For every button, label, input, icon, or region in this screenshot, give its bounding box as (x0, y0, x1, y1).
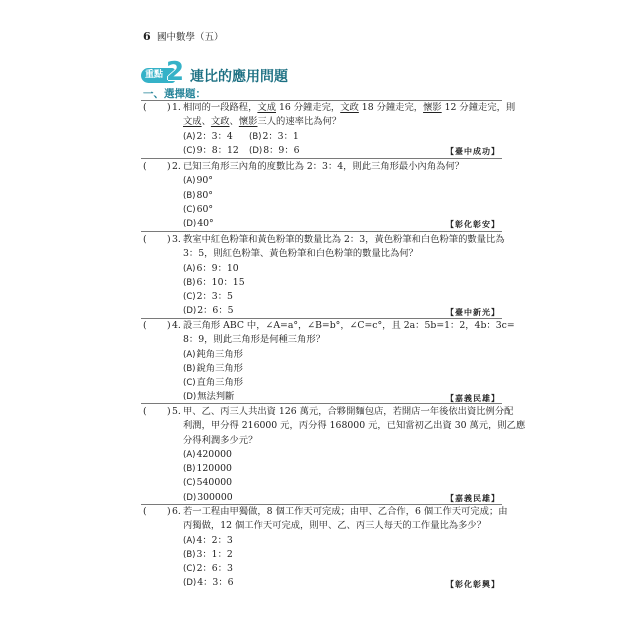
question-text-line: 設三角形 ABC 中，∠A=a°，∠B=b°，∠C=c°，且 2a：5b=1：2，4b：3c= (183, 320, 515, 331)
option-value: 60° (196, 203, 214, 215)
part-title: 一、選擇題： (143, 88, 206, 100)
person-name: 文政 (210, 116, 230, 128)
question-text: 18 分鐘走完， (358, 102, 424, 113)
answer-paren-close: ) (167, 234, 171, 245)
option-value: 9：8：12 (196, 144, 239, 156)
option-c (183, 476, 501, 490)
option-b (249, 130, 299, 144)
answer-paren-open: ( (143, 234, 147, 245)
section-number: 2 (166, 57, 185, 87)
option-value: 90° (196, 175, 213, 187)
option-label: (B) (183, 549, 196, 560)
answer-paren-close: ) (167, 406, 171, 417)
option-label: (D) (183, 306, 197, 317)
option-c (183, 562, 501, 576)
option-c (183, 203, 501, 217)
question-text-line (183, 101, 516, 115)
question-number: 5. (172, 406, 181, 417)
option-value: 4：3：6 (197, 577, 234, 589)
question-text-line: 利潤，甲分得 216000 元，丙分得 168000 元，已知當初乙出資 30 萬元，則乙應 (183, 420, 526, 432)
option-label: (C) (183, 378, 196, 389)
question-text-line: 甲、乙、丙三人共出資 126 萬元，合夥開麵包店，若開店一年後依出資比例分配 (183, 406, 514, 417)
question-text-line (183, 115, 501, 129)
option-label: (C) (183, 564, 196, 575)
question-text-line: 8：9，則此三角形是何種三角形？ (183, 334, 325, 346)
option-label: (B) (183, 190, 196, 201)
answer-paren-open: ( (143, 102, 147, 113)
question-text: 相同的一段路程， (183, 102, 258, 113)
answer-paren-open: ( (143, 320, 147, 331)
person-name: 文政 (340, 102, 359, 113)
question-source: 【臺中新光】 (446, 306, 500, 317)
option-c (183, 290, 501, 304)
option-label: (C) (183, 145, 196, 156)
option-label: (A) (183, 449, 196, 460)
question-text: 、 (201, 116, 211, 128)
option-value: 6：9：10 (196, 262, 239, 274)
option-b (183, 548, 501, 562)
option-value: 銳角三角形 (196, 362, 243, 374)
option-label: (C) (183, 478, 196, 489)
option-d (249, 144, 300, 158)
question-number: 6. (172, 506, 181, 517)
question-text-line: 丙獨做，12 個工作天可完成，則甲、乙、丙三人每天的工作量比為多少？ (183, 520, 486, 532)
answer-paren-open: ( (143, 161, 147, 172)
answer-paren-close: ) (167, 506, 171, 517)
question-number: 1. (172, 102, 181, 113)
question-source: 【彰化彰興】 (446, 578, 500, 589)
option-label: (A) (183, 263, 196, 274)
question-5 (0, 405, 640, 503)
question-text-line: 教室中紅色粉筆和黃色粉筆的數量比為 2：3，黃色粉筆和白色粉筆的數量比為 (183, 234, 505, 245)
option-label: (A) (183, 176, 196, 187)
option-c (183, 376, 501, 390)
option-label: (D) (183, 492, 197, 503)
option-label: (A) (183, 131, 196, 142)
option-value: 4：2：3 (196, 534, 233, 546)
option-label: (C) (183, 292, 196, 303)
question-source: 【嘉義民雄】 (446, 492, 500, 503)
option-b (183, 462, 501, 476)
option-value: 直角三角形 (196, 377, 244, 389)
option-b (183, 189, 501, 203)
option-label: (D) (183, 578, 197, 589)
option-value: 420000 (196, 448, 232, 460)
question-6 (0, 505, 640, 589)
question-number: 2. (172, 161, 181, 172)
option-a (183, 262, 501, 276)
option-b (183, 276, 501, 290)
option-value: 2：6：3 (196, 563, 233, 575)
person-name: 懷影 (238, 116, 258, 128)
option-value: 無法判斷 (197, 391, 235, 403)
question-text: 16 分鐘走完， (276, 102, 341, 113)
answer-paren-close: ) (167, 161, 171, 172)
section-badge-label: 重點 (145, 70, 164, 80)
option-a (183, 348, 501, 362)
option-label: (D) (183, 219, 197, 230)
option-value: 2：6：5 (197, 305, 234, 317)
option-value: 540000 (196, 477, 233, 489)
question-text: 三人的速率比為何？ (257, 116, 342, 128)
question-text: 、 (229, 116, 239, 128)
option-value: 2：3：5 (196, 291, 233, 303)
question-source: 【嘉義民雄】 (446, 392, 500, 403)
option-label: (B) (249, 131, 262, 142)
option-label: (B) (183, 464, 196, 475)
question-text: 12 分鐘走完，則 (441, 102, 516, 113)
option-a (183, 174, 501, 188)
option-a (183, 534, 501, 548)
option-value: 120000 (196, 463, 232, 475)
option-label: (D) (183, 392, 197, 403)
person-name: 文成 (183, 116, 202, 128)
question-source: 【臺中成功】 (446, 145, 500, 156)
book-title: 國中數學（五） (157, 32, 224, 43)
page-number: 6 (143, 30, 151, 43)
option-label: (D) (249, 145, 263, 156)
question-text-line: 分得利潤多少元？ (183, 434, 258, 446)
question-number: 4. (172, 320, 181, 331)
question-2 (0, 160, 640, 230)
option-value: 2：3：4 (196, 130, 233, 142)
option-label: (C) (183, 204, 196, 215)
option-a (183, 448, 501, 462)
question-1 (0, 101, 640, 156)
option-value: 6：10：15 (196, 276, 245, 288)
option-label: (A) (183, 535, 196, 546)
option-value: 8：9：6 (263, 144, 300, 156)
answer-paren-open: ( (143, 506, 147, 517)
answer-paren-open: ( (143, 406, 147, 417)
option-row (183, 130, 501, 144)
question-4 (0, 319, 640, 403)
question-text-line: 已知三角形三內角的度數比為 2：3：4，則此三角形最小內角為何？ (183, 161, 465, 172)
answer-paren-close: ) (167, 320, 171, 331)
option-value: 2：3：1 (262, 130, 299, 142)
option-value: 40° (197, 218, 214, 230)
option-value: 鈍角三角形 (196, 348, 243, 360)
option-c (183, 144, 249, 158)
answer-paren-close: ) (167, 102, 171, 113)
option-b (183, 362, 501, 376)
section-title: 連比的應用問題 (190, 69, 288, 85)
person-name: 懷影 (423, 102, 442, 113)
option-a (183, 130, 249, 144)
question-number: 3. (172, 234, 181, 245)
option-label: (A) (183, 349, 196, 360)
question-source: 【彰化彰安】 (446, 219, 500, 230)
question-text-line: 若一工程由甲獨做，8 個工作天可完成；由甲、乙合作，6 個工作天可完成；由 (183, 506, 508, 517)
question-text-line: 3：5，則紅色粉筆、黃色粉筆和白色粉筆的數量比為何？ (183, 248, 418, 260)
question-3 (0, 233, 640, 317)
option-label: (B) (183, 363, 196, 374)
option-label: (B) (183, 277, 196, 288)
option-value: 3：1：2 (196, 548, 233, 560)
option-value: 300000 (197, 491, 233, 503)
option-value: 80° (196, 189, 213, 201)
person-name: 文成 (257, 102, 276, 113)
